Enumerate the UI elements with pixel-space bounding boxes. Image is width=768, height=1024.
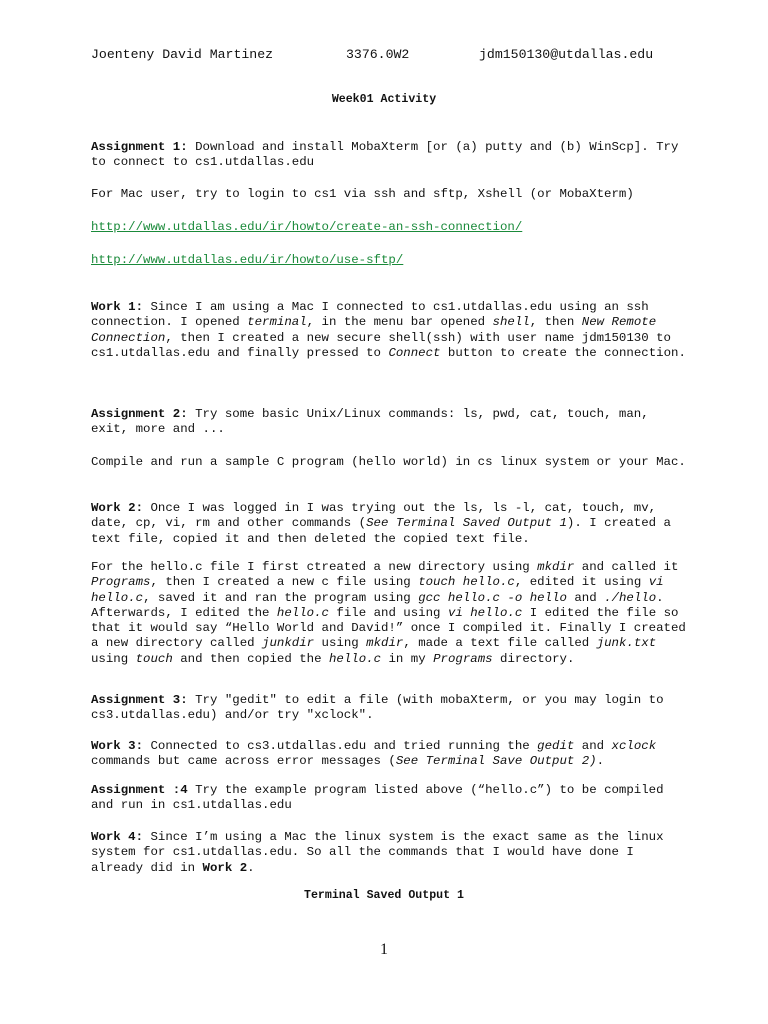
work-4-text: Since I’m using a Mac the linux system is the exact same as the linux system for cs1.utdallas.edu. So all the commands that I would have done I already did in xyxy=(91,830,664,875)
work-2-emphasis: See Terminal Saved Output 1 xyxy=(366,516,567,531)
hello-text: using xyxy=(91,651,136,666)
work-1-text: button to create the connection. xyxy=(440,345,686,360)
page-title: Week01 Activity xyxy=(331,93,437,106)
assignment-1-text: Download and install MobaXterm [or (a) putty and (b) WinScp]. Try to connect to cs1.utdallas.edu xyxy=(91,140,679,170)
work-3-label: Work 3: xyxy=(91,739,144,753)
work-4-text: . xyxy=(247,860,255,875)
work-2 xyxy=(91,501,691,547)
work-4 xyxy=(91,830,691,876)
author-email: jdm150130@utdallas.edu xyxy=(479,47,654,62)
assignment-4-label: Assignment :4 xyxy=(91,783,188,797)
work-3-emphasis: See Terminal Save Output 2) xyxy=(395,754,597,769)
hello-emphasis: hello.c xyxy=(328,651,382,666)
work-2-text: Once I was logged in I was trying out the ls, ls -l, cat, touch, mv, date, cp, vi, rm and other commands ( xyxy=(91,501,657,531)
ssh-link-paragraph xyxy=(91,220,691,235)
hello-emphasis: hello.c xyxy=(276,605,329,620)
work-3 xyxy=(91,739,691,770)
work-1-emphasis: shell xyxy=(492,315,530,330)
hello-emphasis: vi hello.c xyxy=(447,605,523,620)
assignment-1-label: Assignment 1: xyxy=(91,140,188,154)
hello-emphasis: touch xyxy=(135,651,173,666)
hello-emphasis: touch hello.c xyxy=(418,575,515,590)
work-1-emphasis: terminal xyxy=(247,315,307,330)
work-3-text: and xyxy=(574,739,612,753)
hello-text: I edited the file so that it would say “Hello World and David!” once I compiled it. Finally I created a new directory called xyxy=(91,605,686,651)
assignment-3-label: Assignment 3: xyxy=(91,693,188,707)
hello-text: and then copied the xyxy=(172,651,329,666)
ssh-connection-link[interactable]: http://www.utdallas.edu/ir/howto/create-an-ssh-connection/ xyxy=(91,220,523,234)
compile-note: Compile and run a sample C program (hello world) in cs linux system or your Mac. xyxy=(91,455,686,469)
work-3-emphasis: gedit xyxy=(537,739,575,753)
assignment-2-text: Try some basic Unix/Linux commands: ls, pwd, cat, touch, man, exit, more and ... xyxy=(91,407,649,437)
work-1-label: Work 1: xyxy=(91,300,144,314)
work-4-label: Work 4: xyxy=(91,830,144,844)
work-1-emphasis: New Remote Connection xyxy=(91,315,657,345)
page-number: 1 xyxy=(380,941,388,958)
assignment-4-text: Try the example program listed above (“hello.c”) to be compiled and run in cs1.utdallas.edu xyxy=(91,783,664,813)
hello-text: For the hello.c file I first ctreated a new directory using xyxy=(91,560,538,574)
work-2-label: Work 2: xyxy=(91,501,144,515)
work-1-text: , then I created a new secure shell(ssh) with user name jdm150130 to cs1.utdallas.edu and finally pressed to xyxy=(91,330,671,360)
assignment-2-label: Assignment 2: xyxy=(91,407,188,421)
assignment-3-text: Try "gedit" to edit a file (with mobaXterm, or you may login to cs3.utdallas.edu) and/or try "xclock". xyxy=(91,693,664,723)
hello-text: , then I created a new c file using xyxy=(150,575,419,590)
hello-text: using xyxy=(314,636,367,651)
hello-emphasis: vi hello.c xyxy=(91,575,664,605)
work-1-text: , in the menu bar opened xyxy=(306,315,493,330)
hello-emphasis: junk.txt xyxy=(596,636,657,651)
work-1-text: , then xyxy=(529,315,582,330)
work-3-text: commands but came across error messages ( xyxy=(91,754,396,769)
hello-emphasis: Programs xyxy=(91,575,151,590)
hello-text: , made a text file called xyxy=(403,636,597,651)
hello-emphasis: gcc hello.c -o hello xyxy=(418,590,567,605)
hello-text: file and using xyxy=(328,605,448,620)
work-3-text: Connected to cs3.utdallas.edu and tried running the xyxy=(143,739,538,753)
assignment-1 xyxy=(91,140,691,171)
work-1 xyxy=(91,300,691,361)
work-1-emphasis: Connect xyxy=(388,345,441,360)
work-1-text: Since I am using a Mac I connected to cs1.utdallas.edu using an ssh connection. I opened xyxy=(91,300,649,330)
course-code: 3376.0W2 xyxy=(346,47,410,62)
author-name: Joenteny David Martinez xyxy=(91,47,274,62)
hello-emphasis: mkdir xyxy=(537,560,575,574)
work-3-text: . xyxy=(596,754,605,769)
work-2-text: ). I created a text file, copied it and then deleted the copied text file. xyxy=(91,516,671,546)
hello-text: and xyxy=(566,590,605,605)
assignment-4 xyxy=(91,783,691,814)
work-4-reference: Work 2 xyxy=(202,860,248,875)
assignment-3 xyxy=(91,693,691,724)
hello-emphasis: Programs xyxy=(433,651,493,666)
sftp-link-paragraph xyxy=(91,253,691,268)
hello-text: and called it xyxy=(574,560,679,574)
hello-emphasis: ./hello xyxy=(604,590,657,605)
mac-user-note: For Mac user, try to login to cs1 via ssh and sftp, Xshell (or MobaXterm) xyxy=(91,187,634,201)
hello-text: . Afterwards, I edited the xyxy=(91,590,664,620)
hello-text: in my xyxy=(381,651,434,666)
assignment-2 xyxy=(91,407,691,438)
hello-emphasis: mkdir xyxy=(366,636,404,651)
hello-text: , edited it using xyxy=(514,575,649,590)
sftp-link[interactable]: http://www.utdallas.edu/ir/howto/use-sftp/ xyxy=(91,253,404,267)
work-3-emphasis: xclock xyxy=(611,739,657,753)
hello-emphasis: junkdir xyxy=(262,636,315,651)
hello-text: directory. xyxy=(492,651,575,666)
hello-c-paragraph xyxy=(91,560,691,667)
terminal-output-heading: Terminal Saved Output 1 xyxy=(303,889,465,902)
hello-text: , saved it and ran the program using xyxy=(143,590,419,605)
